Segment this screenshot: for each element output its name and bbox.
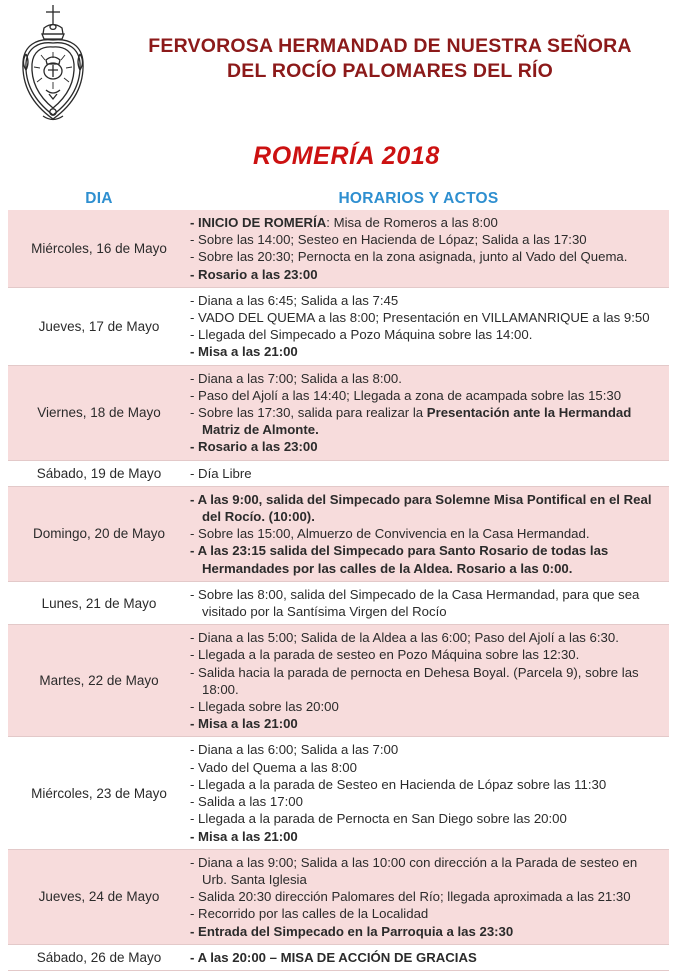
schedule-line: - A las 20:00 – MISA DE ACCIÓN DE GRACIAS [190,949,477,965]
schedule-line: - Sobre las 8:00, salida del Simpecado de la Casa Hermandad, para que sea visitado por la Santísima Virgen del Rocío [190,586,640,620]
table-row [8,625,669,737]
table-row [8,288,669,366]
cell-day: Lunes, 21 de Mayo [41,595,157,611]
schedule-line: - Paso del Ajolí a las 14:40; Llegada a zona de acampada sobre las 15:30 [190,387,622,403]
table-row [8,461,669,487]
schedule-line: - Día Libre [190,465,252,481]
cell-acts [190,210,669,287]
schedule-line: - Llegada sobre las 20:00 [190,699,339,715]
schedule-line: - Misa a las 21:00 [190,716,298,732]
cell-day: Martes, 22 de Mayo [39,673,159,689]
table-row [8,210,669,288]
schedule-line: - Llegada a la parada de sesteo en Pozo Máquina sobre las 12:30. [190,647,580,663]
cell-day: Sábado, 26 de Mayo [36,949,162,965]
schedule-line: - Entrada del Simpecado en la Parroquia a las 23:30 [190,923,514,939]
schedule-line: - Salida 20:30 dirección Palomares del Río; llegada aproximada a las 21:30 [190,889,631,905]
document-masthead [0,0,693,130]
page-title: ROMERÍA 2018 [253,142,440,170]
cell-acts [190,366,669,460]
schedule-line: - Sobre las 20:30; Pernocta en la zona asignada, junto al Vado del Quema. [190,249,628,265]
cell-day: Domingo, 20 de Mayo [32,526,166,542]
cell-day: Jueves, 17 de Mayo [38,318,160,334]
table-header-row [8,190,669,210]
cell-acts [190,945,669,970]
hermandad-crest-icon [16,2,90,126]
table-row [8,582,669,625]
schedule-table [8,190,669,971]
schedule-line: - Misa a las 21:00 [190,828,298,844]
schedule-line: - INICIO DE ROMERÍA: Misa de Romeros a las 8:00 [190,215,498,230]
schedule-line: - VADO DEL QUEMA a las 8:00; Presentación en VILLAMANRIQUE a las 9:50 [190,310,650,326]
column-header-day: DIA [85,190,113,207]
schedule-line: - Llegada del Simpecado a Pozo Máquina sobre las 14:00. [190,327,533,343]
table-row [8,850,669,945]
schedule-line: - A las 9:00, salida del Simpecado para Solemne Misa Pontifical en el Real del Rocío. (10:00). [190,491,652,525]
schedule-line: - Sobre las 14:00; Sesteo en Hacienda de Lópaz; Salida a las 17:30 [190,232,587,248]
table-row [8,487,669,582]
table-row [8,737,669,849]
organization-title-line1: FERVOROSA HERMANDAD DE NUESTRA SEÑORA [148,35,632,57]
schedule-line: - Llegada a la parada de Pernocta en San Diego sobre las 20:00 [190,811,567,827]
cell-day: Sábado, 19 de Mayo [36,465,162,481]
column-header-acts: HORARIOS Y ACTOS [338,190,499,207]
schedule-line: - Diana a las 6:45; Salida a las 7:45 [190,292,399,308]
schedule-line: - Salida hacia la parada de pernocta en Dehesa Boyal. (Parcela 9), sobre las 18:00. [190,664,639,697]
table-row [8,945,669,971]
schedule-line: - Rosario a las 23:00 [190,266,318,282]
schedule-line: - Sobre las 15:00, Almuerzo de Convivencia en la Casa Hermandad. [190,526,590,542]
cell-acts [190,487,669,581]
schedule-line: - Llegada a la parada de Sesteo en Hacienda de Lópaz sobre las 11:30 [190,776,607,792]
cell-acts [190,461,669,486]
schedule-line: - Diana a las 5:00; Salida de la Aldea a las 6:00; Paso del Ajolí a las 6:30. [190,630,619,646]
schedule-line: - Salida a las 17:00 [190,794,303,810]
schedule-line: - Vado del Quema a las 8:00 [190,759,357,775]
cell-day: Miércoles, 16 de Mayo [31,240,167,256]
cell-acts [190,850,669,944]
organization-title [100,34,680,84]
schedule-line: - A las 23:15 salida del Simpecado para Santo Rosario de todas las Hermandades por las calles de la Aldea. Rosario a las 0:00. [190,543,609,576]
cell-day: Viernes, 18 de Mayo [37,405,161,421]
cell-acts [190,737,669,848]
schedule-line: - Rosario a las 23:00 [190,439,318,455]
table-row [8,366,669,461]
schedule-line: - Sobre las 17:30, salida para realizar la Presentación ante la Hermandad Matriz de Almonte. [190,405,632,438]
organization-title-line2: DEL ROCÍO PALOMARES DEL RÍO [226,60,554,82]
schedule-line: - Recorrido por las calles de la Localidad [190,906,429,922]
cell-acts [190,288,669,365]
cell-day: Miércoles, 23 de Mayo [31,785,167,801]
schedule-line: - Misa a las 21:00 [190,344,298,360]
table-body [8,210,669,971]
schedule-line: - Diana a las 7:00; Salida a las 8:00. [190,370,402,386]
schedule-line: - Diana a las 9:00; Salida a las 10:00 con dirección a la Parada de sesteo en Urb. Santa Iglesia [190,854,638,887]
schedule-line: - Diana a las 6:00; Salida a las 7:00 [190,742,399,758]
cell-acts [190,582,669,624]
cell-day: Jueves, 24 de Mayo [38,889,160,905]
cell-acts [190,625,669,736]
